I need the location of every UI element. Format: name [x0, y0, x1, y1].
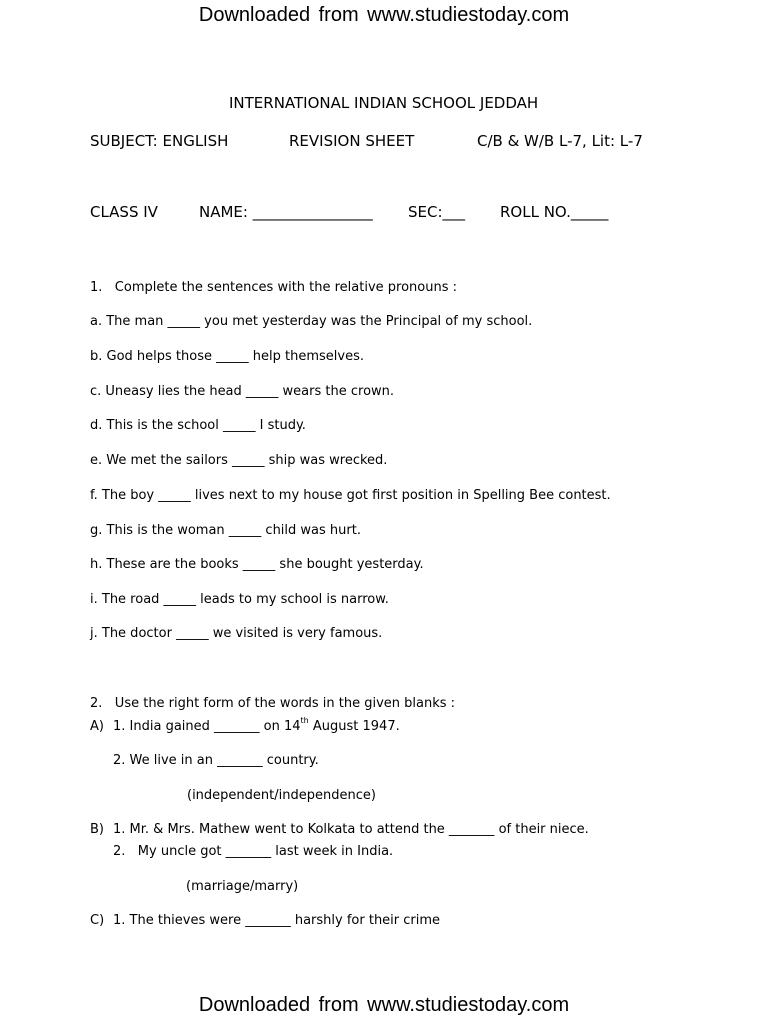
- question-1-item: b. God helps those _____ help themselves.: [90, 349, 364, 364]
- part-a-label: A): [90, 719, 104, 734]
- lesson-reference: C/B & W/B L-7, Lit: L-7: [477, 132, 643, 150]
- section-field: SEC:___: [408, 203, 466, 221]
- sheet-title: REVISION SHEET: [289, 132, 415, 150]
- part-c-label: C): [90, 913, 105, 928]
- part-c-sentence-1: 1. The thieves were _______ harshly for their crime: [113, 913, 441, 928]
- question-1-item: c. Uneasy lies the head _____ wears the crown.: [90, 384, 395, 399]
- part-b-sentence-1: 1. Mr. & Mrs. Mathew went to Kolkata to attend the _______ of their niece.: [113, 822, 589, 837]
- question-1-item: a. The man _____ you met yesterday was the Principal of my school.: [90, 314, 533, 329]
- ordinal-suffix: th: [300, 716, 309, 725]
- school-name: INTERNATIONAL INDIAN SCHOOL JEDDAH: [229, 94, 539, 112]
- question-1-item: i. The road _____ leads to my school is narrow.: [90, 592, 389, 607]
- question-1-item: f. The boy _____ lives next to my house got first position in Spelling Bee contest.: [90, 488, 611, 503]
- question-2-title: 2. Use the right form of the words in the given blanks :: [90, 696, 456, 711]
- subject-label: SUBJECT: ENGLISH: [90, 132, 229, 150]
- question-1-title: 1. Complete the sentences with the relative pronouns :: [90, 280, 458, 295]
- part-a-word-hint: (independent/independence): [187, 788, 376, 803]
- question-1-item: j. The doctor _____ we visited is very famous.: [90, 626, 383, 641]
- part-b-word-hint: (marriage/marry): [186, 879, 299, 894]
- name-field: NAME: ________________: [199, 203, 373, 221]
- download-banner-top: Downloaded from www.studiestoday.com: [198, 4, 570, 26]
- part-a-sentence-1-end: August 1947.: [308, 719, 400, 734]
- question-1-item: e. We met the sailors _____ ship was wrecked.: [90, 453, 388, 468]
- class-label: CLASS IV: [90, 203, 158, 221]
- part-a-sentence-1: [113, 716, 400, 734]
- part-a-sentence-2: 2. We live in an _______ country.: [113, 753, 319, 768]
- download-banner-bottom: Downloaded from www.studiestoday.com: [198, 994, 570, 1016]
- roll-number-field: ROLL NO._____: [500, 203, 609, 221]
- part-a-sentence-1-text: 1. India gained _______ on 14: [113, 719, 301, 734]
- part-b-label: B): [90, 822, 104, 837]
- question-1-item: d. This is the school _____ I study.: [90, 418, 306, 433]
- question-1-item: h. These are the books _____ she bought yesterday.: [90, 557, 424, 572]
- question-1-item: g. This is the woman _____ child was hurt.: [90, 523, 361, 538]
- part-b-sentence-2: 2. My uncle got _______ last week in India.: [113, 844, 394, 859]
